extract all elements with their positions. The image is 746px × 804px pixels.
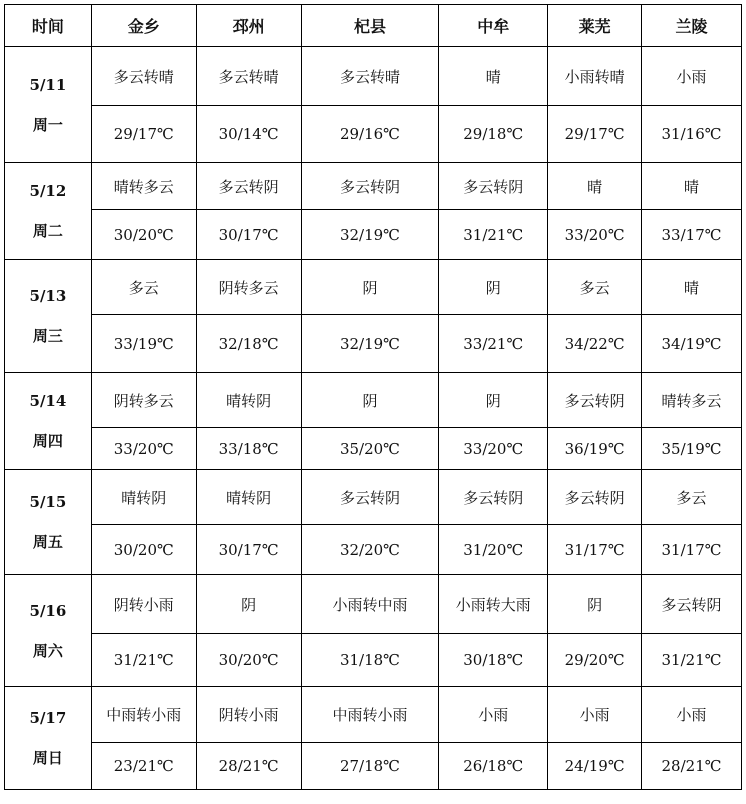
date-label: 5/13 <box>29 287 67 305</box>
temperature-cell: 29/16℃ <box>301 106 439 163</box>
header-jinxiang: 金乡 <box>91 5 196 47</box>
weather-cell: 小雨转大雨 <box>439 575 548 634</box>
weather-cell: 阴 <box>301 373 439 428</box>
weather-cell: 多云 <box>548 260 642 315</box>
weather-cell: 多云转阴 <box>548 470 642 525</box>
temperature-cell: 33/17℃ <box>642 210 742 260</box>
table-body <box>5 47 742 790</box>
temperature-cell: 30/17℃ <box>196 210 301 260</box>
weather-cell: 阴 <box>548 575 642 634</box>
date-label: 5/14 <box>29 392 67 410</box>
temperature-cell: 28/21℃ <box>196 743 301 790</box>
weather-row <box>5 373 742 428</box>
temperature-cell: 30/20℃ <box>91 525 196 575</box>
temperature-cell: 31/20℃ <box>439 525 548 575</box>
weather-cell: 多云转晴 <box>301 47 439 106</box>
temperature-cell: 30/17℃ <box>196 525 301 575</box>
temperature-cell: 34/22℃ <box>548 315 642 373</box>
temperature-row <box>5 210 742 260</box>
weather-cell: 阴 <box>301 260 439 315</box>
weather-cell: 多云转阴 <box>301 470 439 525</box>
weather-cell: 晴转多云 <box>642 373 742 428</box>
weather-row <box>5 687 742 743</box>
weather-row <box>5 47 742 106</box>
weather-cell: 小雨 <box>642 47 742 106</box>
weather-cell: 晴 <box>642 260 742 315</box>
temperature-cell: 28/21℃ <box>642 743 742 790</box>
temperature-cell: 33/20℃ <box>439 428 548 470</box>
weather-cell: 多云转阴 <box>196 163 301 210</box>
weekday-label: 周三 <box>32 327 63 345</box>
table-header <box>5 5 742 47</box>
weekday-label: 周五 <box>32 533 63 551</box>
temperature-row <box>5 525 742 575</box>
header-zhongmou: 中牟 <box>439 5 548 47</box>
date-label: 5/16 <box>29 601 67 620</box>
temperature-cell: 30/20℃ <box>196 634 301 687</box>
temperature-cell: 26/18℃ <box>439 743 548 790</box>
date-cell <box>5 470 92 575</box>
temperature-cell: 33/20℃ <box>548 210 642 260</box>
weather-cell: 阴 <box>196 575 301 634</box>
weather-cell: 小雨 <box>642 687 742 743</box>
temperature-cell: 31/16℃ <box>642 106 742 163</box>
date-label: 5/11 <box>29 75 67 94</box>
weather-cell: 多云 <box>642 470 742 525</box>
date-cell <box>5 575 92 687</box>
weather-cell: 晴 <box>439 47 548 106</box>
temperature-cell: 30/14℃ <box>196 106 301 163</box>
date-label: 5/17 <box>29 709 67 727</box>
temperature-row <box>5 315 742 373</box>
weather-cell: 多云转阴 <box>548 373 642 428</box>
weather-cell: 多云转晴 <box>196 47 301 106</box>
weather-cell: 多云转阴 <box>439 470 548 525</box>
weather-row <box>5 260 742 315</box>
weather-cell: 晴转多云 <box>91 163 196 210</box>
temperature-cell: 32/19℃ <box>301 210 439 260</box>
weather-row <box>5 575 742 634</box>
temperature-cell: 23/21℃ <box>91 743 196 790</box>
weather-cell: 小雨转中雨 <box>301 575 439 634</box>
weather-cell: 多云转阴 <box>439 163 548 210</box>
temperature-cell: 31/17℃ <box>548 525 642 575</box>
weather-cell: 阴转小雨 <box>196 687 301 743</box>
weather-cell: 多云转阴 <box>642 575 742 634</box>
weather-cell: 多云转晴 <box>91 47 196 106</box>
temperature-cell: 32/20℃ <box>301 525 439 575</box>
weather-cell: 阴转多云 <box>91 373 196 428</box>
temperature-cell: 30/20℃ <box>91 210 196 260</box>
temperature-cell: 33/19℃ <box>91 315 196 373</box>
weather-cell: 阴 <box>439 260 548 315</box>
temperature-cell: 33/18℃ <box>196 428 301 470</box>
weather-cell: 晴 <box>642 163 742 210</box>
temperature-cell: 36/19℃ <box>548 428 642 470</box>
weather-cell: 小雨 <box>439 687 548 743</box>
temperature-cell: 32/19℃ <box>301 315 439 373</box>
temperature-cell: 32/18℃ <box>196 315 301 373</box>
header-pizhou: 邳州 <box>196 5 301 47</box>
weekday-label: 周日 <box>32 749 63 767</box>
weekday-label: 周二 <box>32 222 63 240</box>
weather-cell: 小雨 <box>548 687 642 743</box>
temperature-cell: 34/19℃ <box>642 315 742 373</box>
header-row <box>5 5 742 47</box>
temperature-cell: 31/17℃ <box>642 525 742 575</box>
date-cell <box>5 47 92 163</box>
weather-cell: 中雨转小雨 <box>301 687 439 743</box>
temperature-row <box>5 634 742 687</box>
header-lanling: 兰陵 <box>642 5 742 47</box>
temperature-cell: 31/21℃ <box>642 634 742 687</box>
temperature-row <box>5 428 742 470</box>
temperature-cell: 31/21℃ <box>91 634 196 687</box>
date-cell <box>5 260 92 373</box>
weather-cell: 中雨转小雨 <box>91 687 196 743</box>
weekday-label: 周六 <box>32 641 63 660</box>
weather-cell: 晴转阴 <box>196 470 301 525</box>
temperature-cell: 27/18℃ <box>301 743 439 790</box>
temperature-cell: 30/18℃ <box>439 634 548 687</box>
date-label: 5/15 <box>29 493 67 511</box>
temperature-cell: 33/21℃ <box>439 315 548 373</box>
weather-forecast-table <box>4 4 742 790</box>
weather-cell: 晴转阴 <box>91 470 196 525</box>
temperature-cell: 29/20℃ <box>548 634 642 687</box>
weather-row <box>5 470 742 525</box>
weather-cell: 晴 <box>548 163 642 210</box>
weather-cell: 阴 <box>439 373 548 428</box>
date-cell <box>5 163 92 260</box>
temperature-cell: 31/21℃ <box>439 210 548 260</box>
header-qixian: 杞县 <box>301 5 439 47</box>
weather-cell: 小雨转晴 <box>548 47 642 106</box>
weekday-label: 周四 <box>32 432 63 450</box>
temperature-row <box>5 106 742 163</box>
temperature-cell: 35/20℃ <box>301 428 439 470</box>
temperature-cell: 29/17℃ <box>548 106 642 163</box>
weather-cell: 阴转小雨 <box>91 575 196 634</box>
weather-cell: 阴转多云 <box>196 260 301 315</box>
temperature-cell: 24/19℃ <box>548 743 642 790</box>
weather-row <box>5 163 742 210</box>
weather-cell: 多云 <box>91 260 196 315</box>
temperature-row <box>5 743 742 790</box>
header-laiwu: 莱芜 <box>548 5 642 47</box>
date-cell <box>5 687 92 790</box>
temperature-cell: 33/20℃ <box>91 428 196 470</box>
temperature-cell: 29/17℃ <box>91 106 196 163</box>
temperature-cell: 35/19℃ <box>642 428 742 470</box>
weekday-label: 周一 <box>32 115 63 134</box>
date-cell <box>5 373 92 470</box>
header-time: 时间 <box>5 5 92 47</box>
temperature-cell: 29/18℃ <box>439 106 548 163</box>
temperature-cell: 31/18℃ <box>301 634 439 687</box>
weather-cell: 多云转阴 <box>301 163 439 210</box>
date-label: 5/12 <box>29 182 67 200</box>
weather-cell: 晴转阴 <box>196 373 301 428</box>
